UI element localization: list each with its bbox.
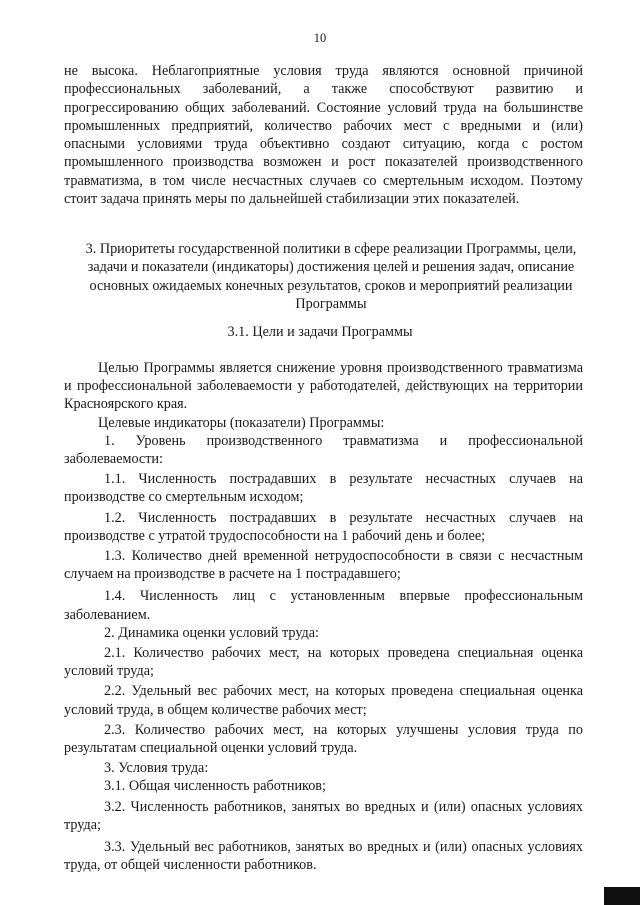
scan-edge-mark <box>604 887 640 905</box>
list-item: 1.4. Численность лиц с установленным впервые профессиональным заболеванием. <box>64 588 583 623</box>
purpose-paragraph: Целью Программы является снижение уровня производственного травматизма и профессиональной заболеваемости у работодателей, действующих на территории Красноярского края. <box>64 360 583 413</box>
list-item: 3. Условия труда: <box>104 760 209 777</box>
list-item: 3.1. Общая численность работников; <box>104 778 326 795</box>
page-number: 10 <box>313 31 327 45</box>
list-item: 3.3. Удельный вес работников, занятых во вредных и (или) опасных условиях труда, от общей численности работников. <box>64 839 583 874</box>
list-item: 3.2. Численность работников, занятых во вредных и (или) опасных условиях труда; <box>64 798 583 833</box>
list-item: 1.2. Численность пострадавших в результате несчастных случаев на производстве с утратой трудоспособности на 1 рабочий день и более; <box>64 509 583 544</box>
list-item: 2.3. Количество рабочих мест, на которых улучшены условия труда по результатам специальной оценки условий труда. <box>64 721 583 757</box>
list-item: 1. Уровень производственного травматизма и профессиональной заболеваемости: <box>64 432 583 468</box>
indicators-title: Целевые индикаторы (показатели) Программы: <box>98 414 385 431</box>
subsection-heading: 3.1. Цели и задачи Программы <box>227 324 413 340</box>
intro-block <box>64 62 583 208</box>
list-item: 1.3. Количество дней временной нетрудоспособности в связи с несчастным случаем на производстве в расчете на 1 пострадавшего; <box>64 548 583 583</box>
list-item: 2.1. Количество рабочих мест, на которых проведена специальная оценка условий труда; <box>64 645 583 680</box>
list-item: 1.1. Численность пострадавших в результате несчастных случаев на производстве со смертельным исходом; <box>64 471 583 506</box>
list-item: 2. Динамика оценки условий труда: <box>104 624 319 641</box>
section-heading: 3. Приоритеты государственной политики в сфере реализации Программы, цели, задачи и показатели (индикаторы) достижения целей и решения задач, описание основных ожидаемых конечных результатов, сроков и мероприятий реализации Программы <box>85 241 577 312</box>
list-item: 2.2. Удельный вес рабочих мест, на которых проведена специальная оценка условий труда, в общем количестве рабочих мест; <box>64 683 583 718</box>
intro-paragraph: не высока. Неблагоприятные условия труда являются основной причиной профессиональных заболеваний, а также способствуют развитию и прогрессированию общих заболеваний. Состояние условий труда на большинстве промышленных предприятий, количество рабочих мест с вредными и (или) опасными условиями труда объективно создают ситуацию, когда с ростом промышленного производства возможен и рост показателей производственного травматизма, в том числе несчастных случаев со смертельным исходом. Поэтому стоит задача принять меры по дальнейшей стабилизации этих показателей. <box>64 63 583 208</box>
goals-block <box>64 359 583 874</box>
